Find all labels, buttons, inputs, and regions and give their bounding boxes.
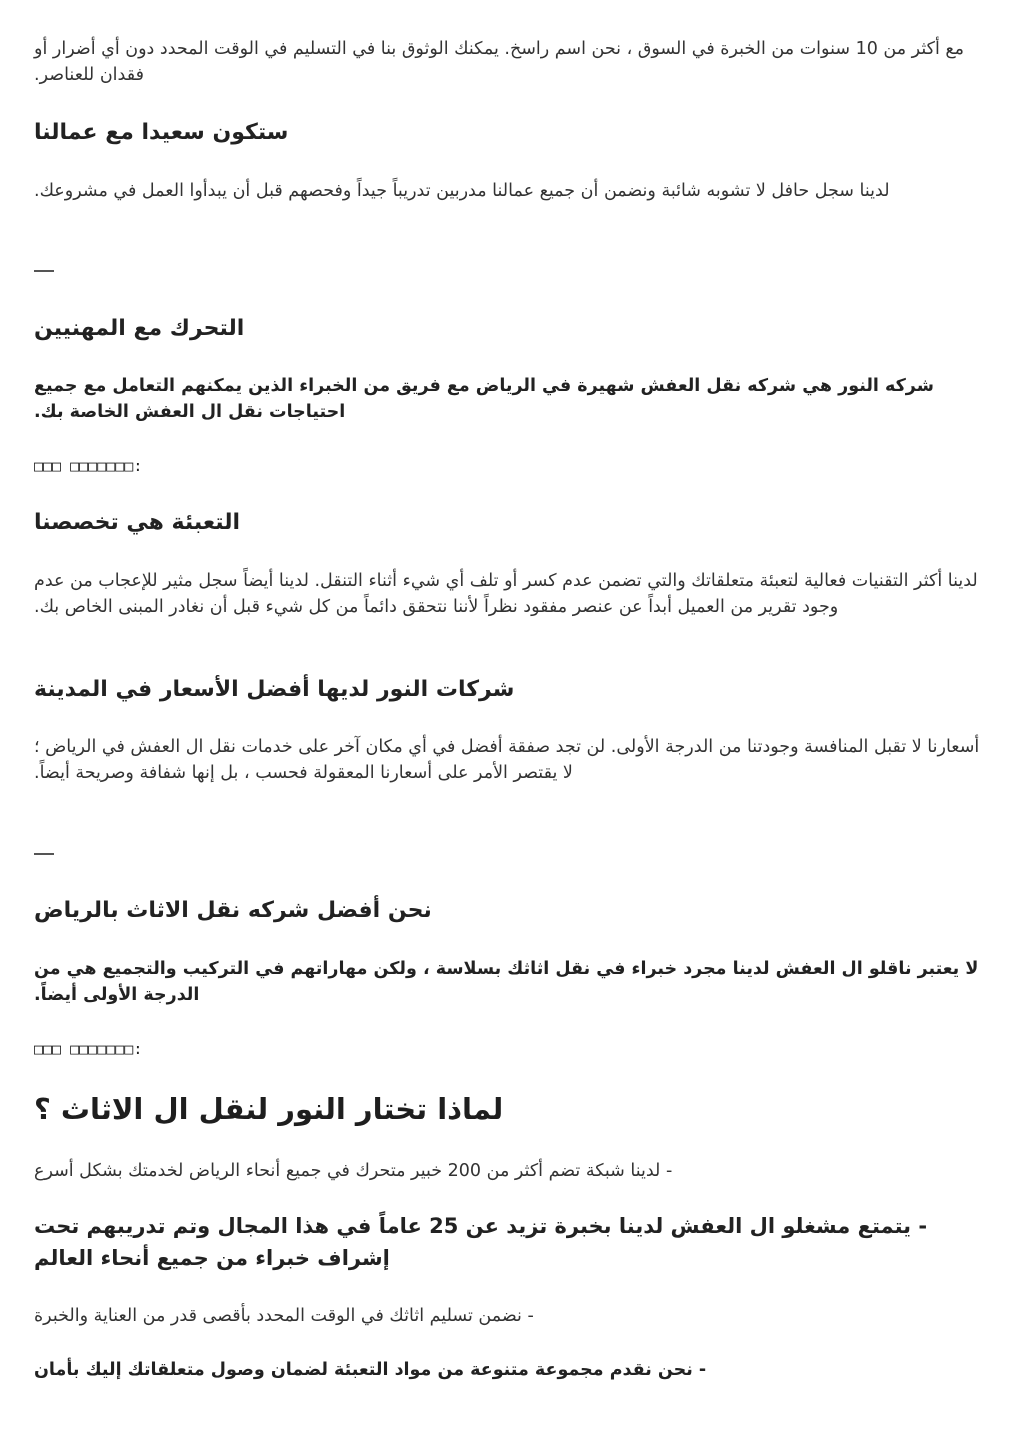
list-item: - نضمن تسليم اثاثك في الوقت المحدد بأقصى قدر من العناية والخبرة	[34, 1306, 534, 1326]
workers-heading: ستكون سعيدا مع عمالنا	[34, 120, 289, 145]
intro-paragraph: مع أكثر من 10 سنوات من الخبرة في السوق ، نحن اسم راسخ. يمكنك الوثوق بنا في التسليم في الوقت المحدد دون أي أضرار أو فقدان للعناصر.	[34, 39, 965, 85]
packing-paragraph: لدينا أكثر التقنيات فعالية لتعبئة متعلقاتك والتي تضمن عدم كسر أو تلف أي شيء أثناء التنقل. لدينا أيضاً سجل مثير للإعجاب من عدم وجود تقرير من العميل أبداً عن عنصر مفقود نظراً لأننا نتحقق دائماً من كل شيء قبل أن نغادر المبنى الخاص بك.	[34, 571, 978, 617]
best-heading: نحن أفضل شركه نقل الاثاث بالرياض	[34, 898, 432, 923]
pros-paragraph: شركه النور هي شركه نقل العفش شهيرة في الرياض مع فريق من الخبراء الذين يمكنهم التعامل مع جميع احتياجات نقل ال العفش الخاصة بك.	[34, 376, 934, 422]
list-item: - لدينا شبكة تضم أكثر من 200 خبير متحرك في جميع أنحاء الرياض لخدمتك بشكل أسرع	[34, 1161, 673, 1181]
prices-paragraph: أسعارنا لا تقبل المنافسة وجودتنا من الدرجة الأولى. لن تجد صفقة أفضل في أي مكان آخر على خدمات نقل ال العفش في الرياض ؛ لا يقتصر الأمر على أسعارنا المعقولة فحسب ، بل إنها شفافة وصريحة أيضاً.	[34, 737, 980, 783]
horizontal-rule	[34, 270, 54, 272]
prices-heading: شركات النور لديها أفضل الأسعار في المدينة	[34, 677, 515, 702]
list-item: - نحن نقدم مجموعة متنوعة من مواد التعبئة لضمان وصول متعلقاتك إليك بأمان	[34, 1360, 707, 1380]
packing-heading: التعبئة هي تخصصنا	[34, 510, 241, 535]
pros-heading: التحرك مع المهنيين	[34, 316, 245, 341]
missing-glyphs-line: □□□ □□□□□□□:	[34, 1040, 143, 1058]
list-item: - يتمتع مشغلو ال العفش لدينا بخبرة تزيد عن 25 عاماً في هذا المجال وتم تدريبهم تحت إشراف خبراء من جميع أنحاء العالم	[34, 1214, 928, 1270]
why-heading: لماذا تختار النور لنقل ال الاثاث ؟	[34, 1092, 504, 1126]
missing-glyphs-line: □□□ □□□□□□□:	[34, 457, 143, 475]
best-paragraph: لا يعتبر ناقلو ال العفش لدينا مجرد خبراء في نقل اثاثك بسلاسة ، ولكن مهاراتهم في التركيب والتجميع هي من الدرجة الأولى أيضاً.	[34, 959, 979, 1005]
workers-paragraph: لدينا سجل حافل لا تشوبه شائبة ونضمن أن جميع عمالنا مدربين تدريباً جيداً وفحصهم قبل أن يبدأوا العمل في مشروعك.	[34, 181, 890, 201]
horizontal-rule	[34, 853, 54, 855]
